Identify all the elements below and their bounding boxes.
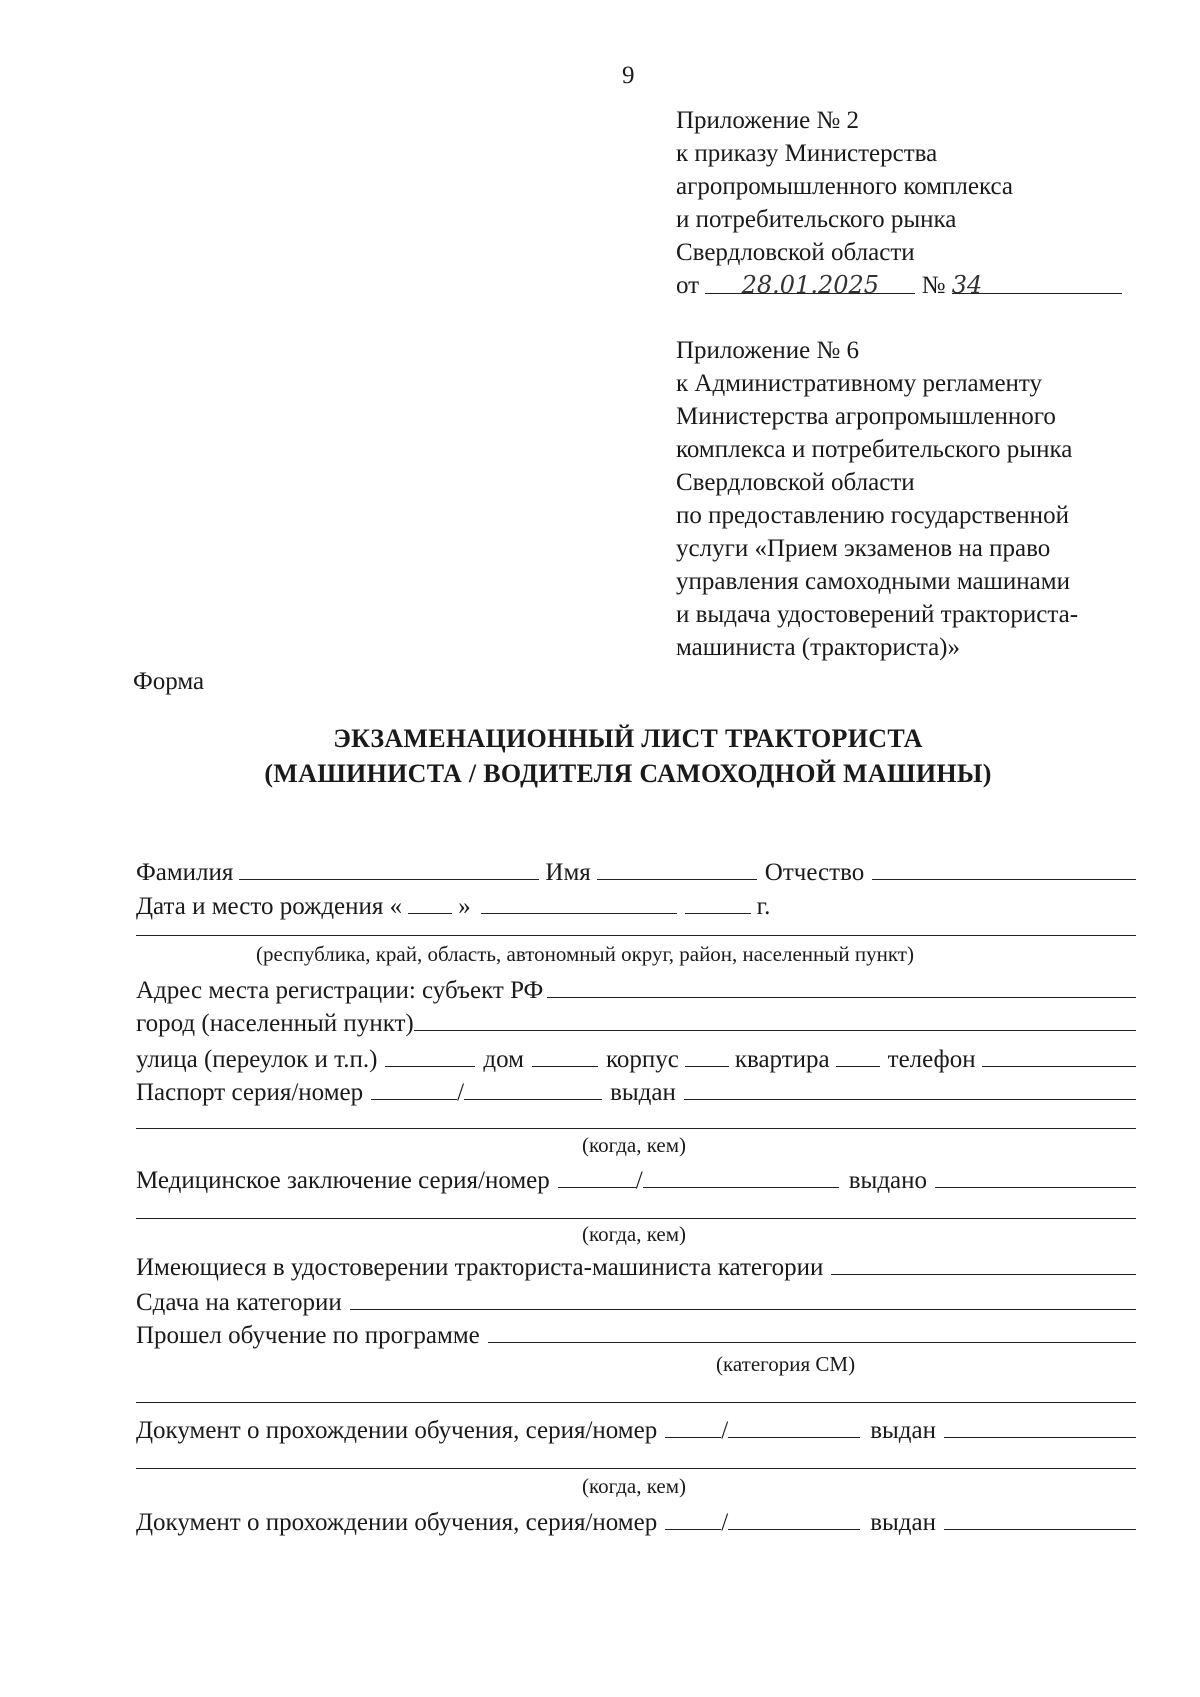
existing-categories-label: Имеющиеся в удостоверении тракториста-машиниста категории <box>136 1254 824 1281</box>
name-label: Имя <box>545 859 591 886</box>
page-number: 9 <box>622 62 635 89</box>
passport-number-field[interactable] <box>464 1075 602 1100</box>
birth-year-suffix: г. <box>756 893 771 920</box>
birth-day-field[interactable] <box>408 889 452 914</box>
training-doc-issued-label: выдан <box>870 1417 936 1444</box>
training-doc-issued-field[interactable] <box>944 1415 1136 1438</box>
appendix-line: и выдача удостоверений тракториста- <box>676 601 1079 628</box>
appendix-line: управления самоходными машинами <box>676 568 1070 595</box>
training-doc-series-field[interactable] <box>665 1413 721 1438</box>
appendix-line: комплекса и потребительского рынка <box>676 436 1073 463</box>
house-label: дом <box>483 1046 524 1073</box>
apartment-label: квартира <box>734 1046 830 1073</box>
phone-label: телефон <box>887 1046 976 1073</box>
training-continued-field[interactable] <box>136 1402 1136 1403</box>
exam-categories-row <box>136 1287 1136 1317</box>
street-field[interactable] <box>385 1042 475 1067</box>
phone-field[interactable] <box>982 1044 1136 1067</box>
form-title-line-1: ЭКЗАМЕНАЦИОННЫЙ ЛИСТ ТРАКТОРИСТА <box>333 724 923 753</box>
order-date-line <box>676 269 1176 302</box>
training-doc-slash: / <box>721 1509 729 1536</box>
appendix-line: услуги «Прием экзаменов на право <box>676 535 1051 562</box>
training-doc-issued-label: выдан <box>870 1509 936 1536</box>
training-doc-label: Документ о прохождении обучения, серия/номер <box>136 1417 658 1444</box>
existing-categories-field[interactable] <box>831 1252 1136 1275</box>
apartment-field[interactable] <box>836 1042 880 1067</box>
surname-field[interactable] <box>239 855 539 880</box>
passport-series-field[interactable] <box>371 1075 457 1100</box>
exam-categories-field[interactable] <box>350 1287 1136 1310</box>
appendix-line: Свердловской области <box>676 239 915 266</box>
birth-row <box>136 889 1136 921</box>
city-label: город (населенный пункт) <box>136 1010 414 1037</box>
medical-series-field[interactable] <box>558 1163 636 1188</box>
patronymic-label: Отчество <box>764 859 865 886</box>
passport-slash: / <box>457 1079 465 1106</box>
appendix-line: к приказу Министерства <box>676 140 938 167</box>
appendix-line: Свердловской области <box>676 469 915 496</box>
reg-subject-row <box>136 975 1136 1005</box>
surname-label: Фамилия <box>136 859 234 886</box>
birth-quote-close: » <box>458 893 471 920</box>
medical-when-who-caption: (когда, кем) <box>582 1222 686 1246</box>
medical-issuer-field[interactable] <box>136 1218 1136 1219</box>
existing-categories-row <box>136 1252 1136 1282</box>
category-cm-caption: (категория СМ) <box>716 1352 856 1376</box>
building-label: корпус <box>605 1046 679 1073</box>
building-field[interactable] <box>685 1042 729 1067</box>
passport-row <box>136 1075 1136 1107</box>
date-prefix: от <box>676 272 700 299</box>
appendix-line: Приложение № 6 <box>676 337 860 364</box>
medical-row <box>136 1163 1136 1195</box>
training-row <box>136 1320 1136 1350</box>
house-field[interactable] <box>532 1042 598 1067</box>
street-row <box>136 1042 1136 1074</box>
name-field[interactable] <box>597 855 757 880</box>
city-field[interactable] <box>414 1008 1136 1031</box>
appendix-line: Приложение № 2 <box>676 107 860 134</box>
birth-year-field[interactable] <box>685 889 751 914</box>
name-row <box>136 855 1136 887</box>
training-doc-series-field[interactable] <box>665 1505 721 1530</box>
birth-month-field[interactable] <box>481 889 677 914</box>
appendix-line: по предоставлению государственной <box>676 502 1069 529</box>
passport-issued-field[interactable] <box>684 1077 1136 1100</box>
form-label: Форма <box>133 668 205 695</box>
appendix-line: машиниста (тракториста)» <box>676 634 960 661</box>
reg-subject-field[interactable] <box>547 975 1136 998</box>
training-doc-label: Документ о прохождении обучения, серия/номер <box>136 1509 658 1536</box>
training-doc-number-field[interactable] <box>728 1413 860 1438</box>
order-date: 28.01.2025 <box>705 269 915 294</box>
street-label: улица (переулок и т.п.) <box>136 1046 378 1073</box>
medical-issued-label: выдано <box>848 1167 928 1194</box>
training-doc-when-who-caption: (когда, кем) <box>582 1474 686 1498</box>
training-doc-slash: / <box>721 1417 729 1444</box>
medical-slash: / <box>635 1167 643 1194</box>
training-doc-number-field[interactable] <box>728 1505 860 1530</box>
medical-label: Медицинское заключение серия/номер <box>136 1167 550 1194</box>
birth-label: Дата и место рождения « <box>136 893 403 920</box>
appendix-line: агропромышленного комплекса <box>676 173 1014 200</box>
passport-label: Паспорт серия/номер <box>136 1079 364 1106</box>
passport-issued-label: выдан <box>610 1079 676 1106</box>
reg-subject-label: Адрес места регистрации: субъект РФ <box>136 977 544 1004</box>
order-number: 34 <box>952 269 1122 294</box>
passport-issuer-field[interactable] <box>136 1128 1136 1129</box>
training-doc-issuer-field[interactable] <box>136 1468 1136 1469</box>
birth-place-caption: (республика, край, область, автономный округ, район, населенный пункт) <box>256 942 914 966</box>
appendix-2-block <box>676 104 1176 302</box>
training-doc-issued-field[interactable] <box>944 1507 1136 1530</box>
birth-place-field[interactable] <box>136 935 1136 936</box>
appendix-line: Министерства агропромышленного <box>676 403 1056 430</box>
medical-issued-field[interactable] <box>935 1165 1136 1188</box>
appendix-6-block <box>676 334 1176 664</box>
training-label: Прошел обучение по программе <box>136 1322 480 1349</box>
exam-categories-label: Сдача на категории <box>136 1289 342 1316</box>
appendix-line: к Административному регламенту <box>676 370 1043 397</box>
form-title-line-2: (МАШИНИСТА / ВОДИТЕЛЯ САМОХОДНОЙ МАШИНЫ) <box>264 759 992 788</box>
training-doc-row-1 <box>136 1413 1136 1445</box>
number-prefix: № <box>921 272 946 299</box>
medical-number-field[interactable] <box>643 1163 839 1188</box>
patronymic-field[interactable] <box>872 857 1136 880</box>
city-row <box>136 1008 1136 1038</box>
training-field[interactable] <box>488 1320 1136 1343</box>
appendix-line: и потребительского рынка <box>676 206 957 233</box>
passport-when-who-caption: (когда, кем) <box>582 1133 686 1157</box>
training-doc-row-2 <box>136 1505 1136 1537</box>
